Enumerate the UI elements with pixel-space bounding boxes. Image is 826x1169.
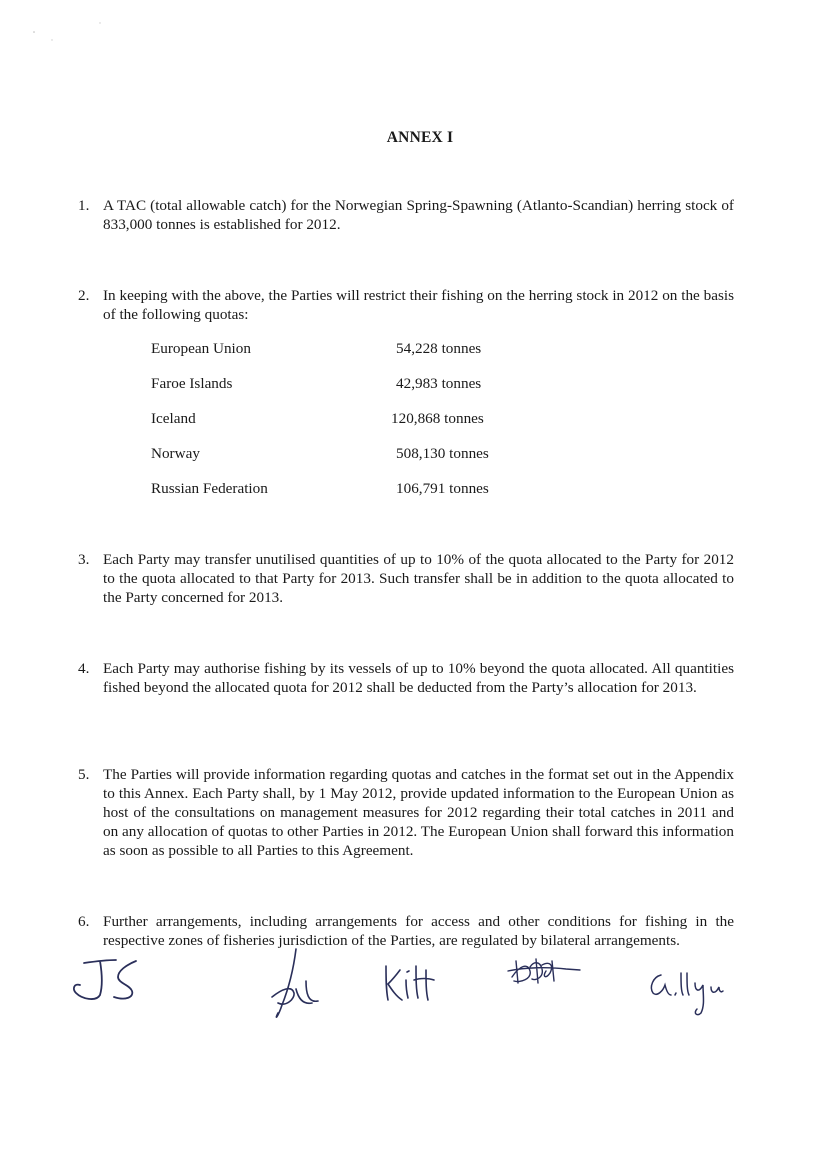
signature-4 [506, 957, 586, 992]
clause-text: A TAC (total allowable catch) for the Norwegian Spring-Spawning (Atlanto-Scandian) herring stock of 833,000 tonnes is established for 2012. [103, 197, 734, 233]
quota-party: Norway [151, 445, 200, 462]
quota-party: European Union [151, 340, 251, 357]
quota-party: Russian Federation [151, 480, 268, 497]
clause-text: In keeping with the above, the Parties will restrict their fishing on the herring stock in 2012 on the basis of the following quotas: [103, 287, 734, 323]
quota-party: Faroe Islands [151, 375, 233, 392]
quota-amount: 42,983 tonnes [396, 375, 482, 392]
signature-1 [70, 955, 150, 1005]
clause-text: Each Party may authorise fishing by its vessels of up to 10% beyond the quota allocated. All quantities fished beyond the allocated quota for 2012 shall be deducted from the Party’s allocation for 2013. [103, 660, 734, 696]
quota-row [151, 409, 551, 429]
quota-party: Iceland [151, 410, 196, 427]
quota-amount: 106,791 tonnes [396, 480, 489, 497]
clause-text: Further arrangements, including arrangements for access and other conditions for fishing in the respective zones of fisheries jurisdiction of the Parties, are regulated by bilateral arrangements. [103, 913, 734, 949]
clause-3 [78, 550, 734, 607]
clause-number: 1. [78, 197, 90, 214]
scan-speck-mark [30, 20, 110, 50]
annex-title: ANNEX I [386, 129, 454, 146]
signature-2 [268, 945, 328, 1025]
clause-number: 2. [78, 287, 90, 304]
quota-row [151, 444, 551, 464]
clause-number: 5. [78, 766, 90, 783]
signature-5 [645, 965, 755, 1020]
quota-row [151, 339, 551, 359]
quota-amount: 54,228 tonnes [396, 340, 482, 357]
clause-5 [78, 765, 734, 860]
clause-number: 3. [78, 551, 90, 568]
quota-row [151, 479, 551, 499]
quota-amount: 120,868 tonnes [391, 410, 484, 427]
clause-text: The Parties will provide information regarding quotas and catches in the format set out in the Appendix to this Annex. Each Party shall, by 1 May 2012, provide updated information to the European Union as host of the consultations on management measures for 2012 regarding their total catches in 2011 and on any allocation of quotas to other Parties in 2012. The European Union shall forward this information as soon as possible to all Parties to this Agreement. [103, 766, 734, 859]
clause-text: Each Party may transfer unutilised quantities of up to 10% of the quota allocated to the Party for 2012 to the quota allocated to that Party for 2013. Such transfer shall be in addition to the quota allocated to the Party concerned for 2013. [103, 551, 734, 606]
signature-3 [380, 960, 440, 1005]
clause-2 [78, 286, 734, 324]
quota-amount: 508,130 tonnes [396, 445, 489, 462]
clause-number: 4. [78, 660, 90, 677]
clause-1 [78, 196, 734, 234]
clause-number: 6. [78, 913, 90, 930]
signature-block [0, 945, 826, 1035]
clause-4 [78, 659, 734, 697]
quota-row [151, 374, 551, 394]
